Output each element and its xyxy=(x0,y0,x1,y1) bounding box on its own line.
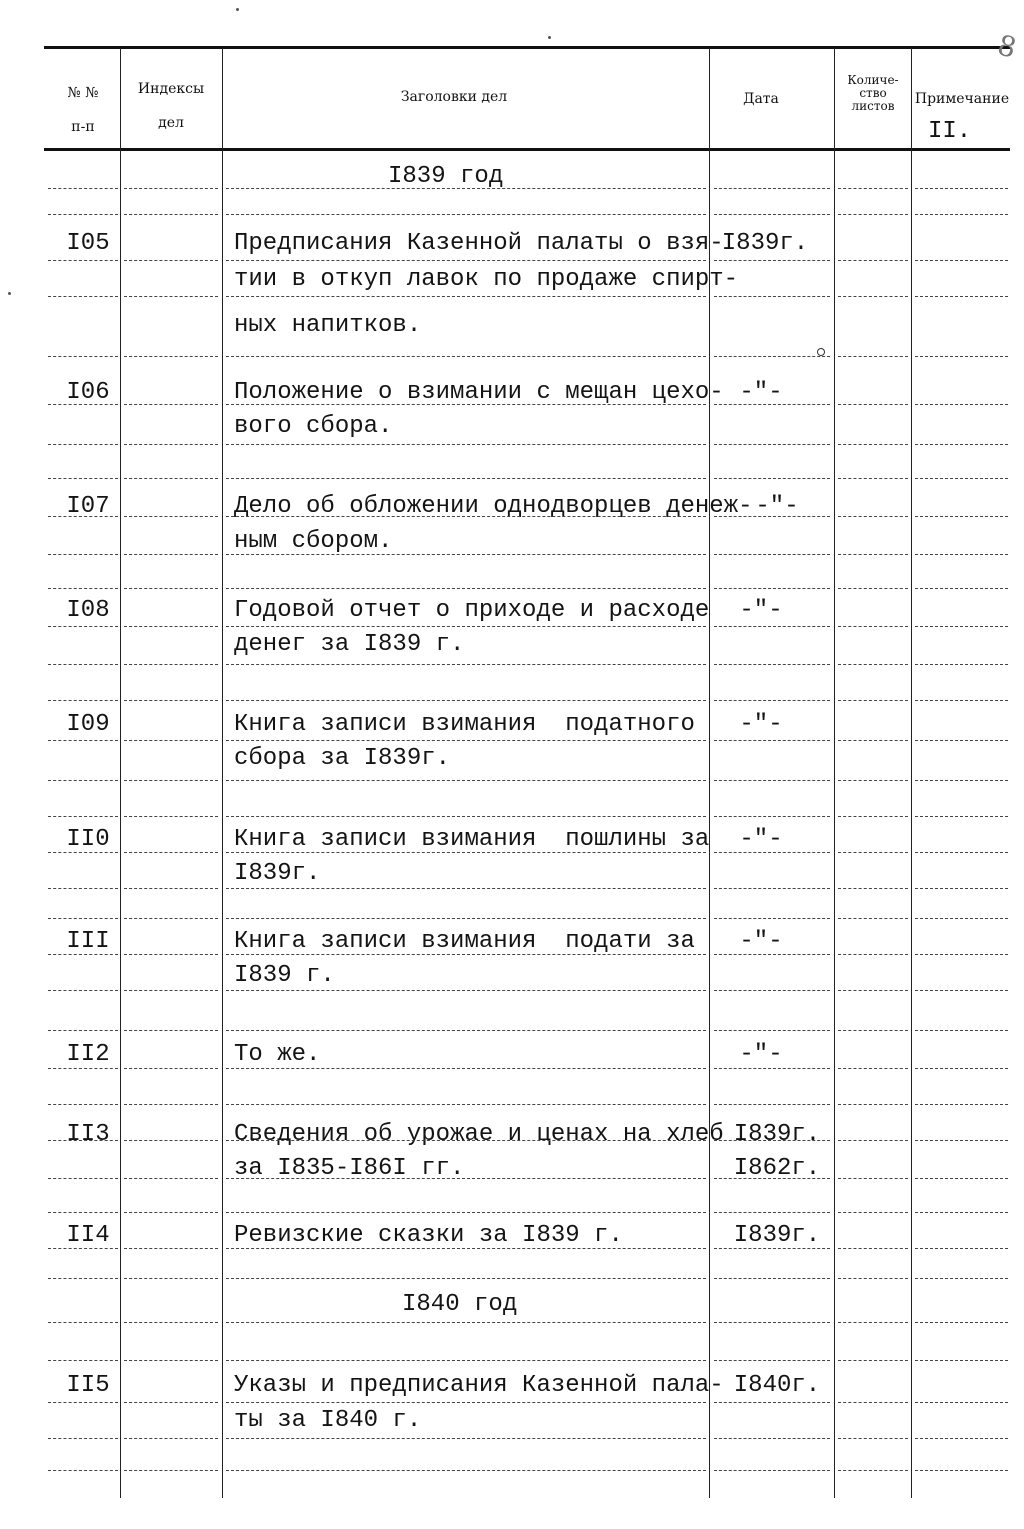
ruling-line xyxy=(226,188,706,189)
ruling-line xyxy=(48,1402,118,1403)
ruling-line xyxy=(838,1322,908,1323)
speck xyxy=(236,8,239,11)
ruling-line xyxy=(48,1278,118,1279)
ruling-line xyxy=(714,1360,830,1361)
ruling-line xyxy=(48,296,118,297)
ruling-line xyxy=(915,214,1008,215)
ruling-line xyxy=(124,444,218,445)
entry-number: I06 xyxy=(66,379,110,406)
ruling-line xyxy=(226,1438,706,1439)
ruling-line xyxy=(714,296,830,297)
ruling-line xyxy=(124,1438,218,1439)
entry-title-line: денег за I839 г. xyxy=(234,631,465,658)
speck xyxy=(8,292,11,295)
ruling-line xyxy=(124,516,218,517)
ruling-line xyxy=(714,588,830,589)
ruling-line xyxy=(124,1360,218,1361)
ruling-line xyxy=(838,478,908,479)
entry-date: I840г. xyxy=(733,1372,821,1399)
ruling-line xyxy=(226,1322,706,1323)
ruling-line xyxy=(124,1402,218,1403)
ruling-line xyxy=(226,888,706,889)
entry-number: I05 xyxy=(66,230,110,257)
ruling-line xyxy=(226,1068,706,1069)
entry-number: II0 xyxy=(66,826,110,853)
entry-number: I07 xyxy=(66,493,110,520)
ruling-line xyxy=(915,1470,1008,1471)
ruling-line xyxy=(714,1322,830,1323)
ruling-line xyxy=(48,918,118,919)
ruling-line xyxy=(124,664,218,665)
column-divider-5 xyxy=(911,48,912,1498)
ruling-line xyxy=(124,554,218,555)
ruling-line xyxy=(124,1278,218,1279)
ruling-line xyxy=(838,1140,908,1141)
entry-number: I09 xyxy=(66,711,110,738)
ruling-line xyxy=(838,1278,908,1279)
ruling-line xyxy=(915,664,1008,665)
ruling-line xyxy=(838,444,908,445)
entry-title-line: То же. xyxy=(234,1041,321,1068)
ruling-line xyxy=(838,296,908,297)
ruling-line xyxy=(838,626,908,627)
ruling-line xyxy=(838,852,908,853)
entry-number: II2 xyxy=(66,1041,110,1068)
ruling-line xyxy=(48,1322,118,1323)
entry-title-line: ты за I840 г. xyxy=(234,1407,422,1434)
ruling-line xyxy=(838,780,908,781)
ruling-line xyxy=(124,260,218,261)
ruling-line xyxy=(226,780,706,781)
ruling-line xyxy=(226,554,706,555)
ruling-line xyxy=(48,1140,118,1141)
ruling-line xyxy=(124,588,218,589)
ruling-line xyxy=(915,1278,1008,1279)
entry-title-line: ным сбором. xyxy=(234,528,393,555)
ruling-line xyxy=(838,1248,908,1249)
ruling-line xyxy=(714,852,830,853)
ruling-line xyxy=(124,1212,218,1213)
ruling-line xyxy=(124,852,218,853)
ruling-line xyxy=(838,1104,908,1105)
ruling-line xyxy=(124,296,218,297)
entry-title-line: Сведения об урожае и ценах на хлеб xyxy=(234,1121,724,1148)
ruling-line xyxy=(915,554,1008,555)
ruling-line xyxy=(226,478,706,479)
ruling-line xyxy=(124,404,218,405)
ruling-line xyxy=(124,214,218,215)
ruling-line xyxy=(714,554,830,555)
ruling-line xyxy=(915,852,1008,853)
ruling-line xyxy=(838,1178,908,1179)
ruling-line xyxy=(714,918,830,919)
ruling-line xyxy=(124,918,218,919)
ruling-line xyxy=(226,700,706,701)
ruling-line xyxy=(124,990,218,991)
ruling-line xyxy=(838,918,908,919)
ruling-line xyxy=(48,444,118,445)
ruling-line xyxy=(226,1178,706,1179)
ruling-line xyxy=(838,1438,908,1439)
ruling-line xyxy=(915,444,1008,445)
ruling-line xyxy=(226,1402,706,1403)
ruling-line xyxy=(226,664,706,665)
ruling-line xyxy=(226,1360,706,1361)
ruling-line xyxy=(48,700,118,701)
ruling-line xyxy=(714,1470,830,1471)
ruling-line xyxy=(226,444,706,445)
ruling-line xyxy=(915,1068,1008,1069)
ruling-line xyxy=(838,588,908,589)
entry-date: -"- xyxy=(739,928,783,955)
ruling-line xyxy=(48,404,118,405)
ruling-line xyxy=(226,954,706,955)
header-index: Индексы дел xyxy=(137,81,205,131)
sheet-number: II. xyxy=(928,118,972,145)
ruling-line xyxy=(48,588,118,589)
ruling-line xyxy=(915,700,1008,701)
header-titles: Заголовки дел xyxy=(400,89,508,105)
ruling-line xyxy=(226,918,706,919)
ruling-line xyxy=(714,516,830,517)
ruling-line xyxy=(714,954,830,955)
entry-date: -"- xyxy=(739,597,783,624)
ruling-line xyxy=(48,626,118,627)
ruling-line xyxy=(915,478,1008,479)
ruling-line xyxy=(48,478,118,479)
entry-title-line: Годовой отчет о приходе и расходе xyxy=(234,597,710,624)
ruling-line xyxy=(124,780,218,781)
ruling-line xyxy=(714,1212,830,1213)
ruling-line xyxy=(714,626,830,627)
ruling-line xyxy=(915,1248,1008,1249)
ruling-line xyxy=(838,990,908,991)
header-sheets: Количе- ство листов xyxy=(847,73,899,113)
ruling-line xyxy=(714,990,830,991)
ruling-line xyxy=(124,954,218,955)
ruling-line xyxy=(48,852,118,853)
entry-date: -"- xyxy=(739,826,783,853)
ruling-line xyxy=(915,1178,1008,1179)
ruling-line xyxy=(48,214,118,215)
ruling-line xyxy=(124,1248,218,1249)
ruling-line xyxy=(48,1438,118,1439)
entry-date: I839г. xyxy=(721,230,809,257)
entry-number: III xyxy=(66,928,110,955)
entry-date: -"- xyxy=(755,493,799,520)
ruling-line xyxy=(915,888,1008,889)
entry-number: II3 xyxy=(66,1121,110,1148)
ruling-line xyxy=(48,516,118,517)
ruling-line xyxy=(714,816,830,817)
ruling-line xyxy=(48,1360,118,1361)
ruling-line xyxy=(48,1104,118,1105)
ruling-line xyxy=(915,1030,1008,1031)
ruling-line xyxy=(714,740,830,741)
ruling-line xyxy=(915,588,1008,589)
ruling-line xyxy=(124,700,218,701)
ruling-line xyxy=(48,356,118,357)
entry-title-line: сбора за I839г. xyxy=(234,745,451,772)
ruling-line xyxy=(915,1360,1008,1361)
entry-title-line: Книга записи взимания податного xyxy=(234,711,695,738)
ruling-line xyxy=(226,626,706,627)
ruling-line xyxy=(714,214,830,215)
ruling-line xyxy=(915,740,1008,741)
year-heading-1840: I840 год xyxy=(402,1291,518,1318)
ruling-line xyxy=(124,816,218,817)
header-top-rule xyxy=(44,46,1010,49)
ruling-line xyxy=(915,1212,1008,1213)
ruling-line xyxy=(48,990,118,991)
ruling-line xyxy=(124,1068,218,1069)
ruling-line xyxy=(48,1030,118,1031)
speck xyxy=(817,348,825,356)
ruling-line xyxy=(714,664,830,665)
ruling-line xyxy=(915,780,1008,781)
entry-title-line: тии в откуп лавок по продаже спирт- xyxy=(234,266,739,293)
entry-title-line: Дело об обложении однодворцев денеж- xyxy=(234,493,753,520)
ruling-line xyxy=(48,1068,118,1069)
ruling-line xyxy=(48,888,118,889)
ruling-line xyxy=(714,700,830,701)
ruling-line xyxy=(48,1178,118,1179)
entry-number: II5 xyxy=(66,1372,110,1399)
entry-date: -"- xyxy=(739,379,783,406)
ruling-line xyxy=(915,1140,1008,1141)
ruling-line xyxy=(915,918,1008,919)
column-divider-1 xyxy=(120,48,121,1498)
ruling-line xyxy=(714,1402,830,1403)
entry-date: I839г. xyxy=(733,1222,821,1249)
ruling-line xyxy=(838,1470,908,1471)
column-divider-2 xyxy=(222,48,223,1498)
ruling-line xyxy=(714,188,830,189)
ruling-line xyxy=(124,1030,218,1031)
ruling-line xyxy=(714,1178,830,1179)
ruling-line xyxy=(48,260,118,261)
ruling-line xyxy=(714,1248,830,1249)
ruling-line xyxy=(124,626,218,627)
ruling-line xyxy=(226,1470,706,1471)
entry-title-line: Ревизские сказки за I839 г. xyxy=(234,1222,623,1249)
ruling-line xyxy=(124,888,218,889)
speck xyxy=(548,36,551,39)
entry-title-line: I839 г. xyxy=(234,962,335,989)
ruling-line xyxy=(838,188,908,189)
header-bottom-rule xyxy=(44,148,1010,151)
header-num: № № п-п xyxy=(67,85,99,135)
header-note: Примечание xyxy=(914,91,1010,107)
entry-title-line: ных напитков. xyxy=(234,312,422,339)
entry-title-line: Предписания Казенной палаты о взя- xyxy=(234,230,724,257)
ruling-line xyxy=(226,852,706,853)
ruling-line xyxy=(226,260,706,261)
ruling-line xyxy=(48,780,118,781)
ruling-line xyxy=(838,954,908,955)
entry-date: -"- xyxy=(739,711,783,738)
year-heading-1839: I839 год xyxy=(388,163,504,190)
ruling-line xyxy=(226,1030,706,1031)
ruling-line xyxy=(124,188,218,189)
ruling-line xyxy=(124,1178,218,1179)
ruling-line xyxy=(124,478,218,479)
ruling-line xyxy=(915,260,1008,261)
ruling-line xyxy=(714,1278,830,1279)
ruling-line xyxy=(48,1470,118,1471)
ruling-line xyxy=(915,516,1008,517)
ruling-line xyxy=(838,816,908,817)
ruling-line xyxy=(838,1068,908,1069)
ruling-line xyxy=(48,1248,118,1249)
ruling-line xyxy=(714,356,830,357)
entry-title-line: I839г. xyxy=(234,860,321,887)
entry-number: II4 xyxy=(66,1222,110,1249)
entry-date: -"- xyxy=(739,1041,783,1068)
ruling-line xyxy=(838,404,908,405)
ruling-line xyxy=(48,740,118,741)
ruling-line xyxy=(124,356,218,357)
entry-date: I862г. xyxy=(733,1155,821,1182)
ruling-line xyxy=(124,1104,218,1105)
ruling-line xyxy=(838,888,908,889)
ruling-line xyxy=(838,1030,908,1031)
entry-title-line: Положение о взимании с мещан цехо- xyxy=(234,379,724,406)
ruling-line xyxy=(838,260,908,261)
ruling-line xyxy=(226,356,706,357)
ruling-line xyxy=(714,1104,830,1105)
ruling-line xyxy=(838,1360,908,1361)
ruling-line xyxy=(714,404,830,405)
ruling-line xyxy=(226,990,706,991)
ruling-line xyxy=(915,1104,1008,1105)
ruling-line xyxy=(714,1438,830,1439)
ruling-line xyxy=(124,1140,218,1141)
ruling-line xyxy=(226,588,706,589)
ruling-line xyxy=(915,626,1008,627)
ruling-line xyxy=(714,780,830,781)
ruling-line xyxy=(48,188,118,189)
header-date: Дата xyxy=(743,91,779,107)
ruling-line xyxy=(226,1212,706,1213)
archive-sheet-mark: 8 xyxy=(994,28,1020,65)
entry-title-line: вого сбора. xyxy=(234,413,393,440)
ruling-line xyxy=(915,954,1008,955)
ruling-line xyxy=(838,664,908,665)
ruling-line xyxy=(226,516,706,517)
entry-title-line: Книга записи взимания подати за xyxy=(234,928,695,955)
ruling-line xyxy=(838,740,908,741)
ruling-line xyxy=(915,356,1008,357)
ruling-line xyxy=(226,404,706,405)
ruling-line xyxy=(838,356,908,357)
ruling-line xyxy=(838,1402,908,1403)
ruling-line xyxy=(124,1470,218,1471)
ruling-line xyxy=(915,188,1008,189)
ruling-line xyxy=(915,1322,1008,1323)
ruling-line xyxy=(714,444,830,445)
ruling-line xyxy=(226,816,706,817)
ruling-line xyxy=(714,260,830,261)
ruling-line xyxy=(915,296,1008,297)
ruling-line xyxy=(226,1104,706,1105)
ruling-line xyxy=(124,740,218,741)
entry-title-line: Указы и предписания Казенной пала- xyxy=(234,1372,724,1399)
entry-date: I839г. xyxy=(733,1121,821,1148)
ruling-line xyxy=(226,1140,706,1141)
ruling-line xyxy=(226,214,706,215)
ruling-line xyxy=(48,554,118,555)
ruling-line xyxy=(48,1212,118,1213)
ruling-line xyxy=(48,816,118,817)
ruling-line xyxy=(838,554,908,555)
ruling-line xyxy=(226,1278,706,1279)
ruling-line xyxy=(226,296,706,297)
ruling-line xyxy=(48,664,118,665)
entry-title-line: за I835-I86I гг. xyxy=(234,1155,465,1182)
ruling-line xyxy=(838,516,908,517)
ruling-line xyxy=(714,1140,830,1141)
column-divider-4 xyxy=(834,48,835,1498)
ruling-line xyxy=(714,1030,830,1031)
entry-title-line: Книга записи взимания пошлины за xyxy=(234,826,710,853)
ruling-line xyxy=(124,1322,218,1323)
ruling-line xyxy=(714,888,830,889)
ruling-line xyxy=(915,816,1008,817)
ruling-line xyxy=(714,1068,830,1069)
ruling-line xyxy=(48,954,118,955)
entry-number: I08 xyxy=(66,597,110,624)
ruling-line xyxy=(838,700,908,701)
ruling-line xyxy=(714,478,830,479)
ruling-line xyxy=(838,214,908,215)
ruling-line xyxy=(915,990,1008,991)
ruling-line xyxy=(226,740,706,741)
ruling-line xyxy=(915,404,1008,405)
ruling-line xyxy=(838,1212,908,1213)
ruling-line xyxy=(226,1248,706,1249)
ruling-line xyxy=(915,1438,1008,1439)
ruling-line xyxy=(915,1402,1008,1403)
